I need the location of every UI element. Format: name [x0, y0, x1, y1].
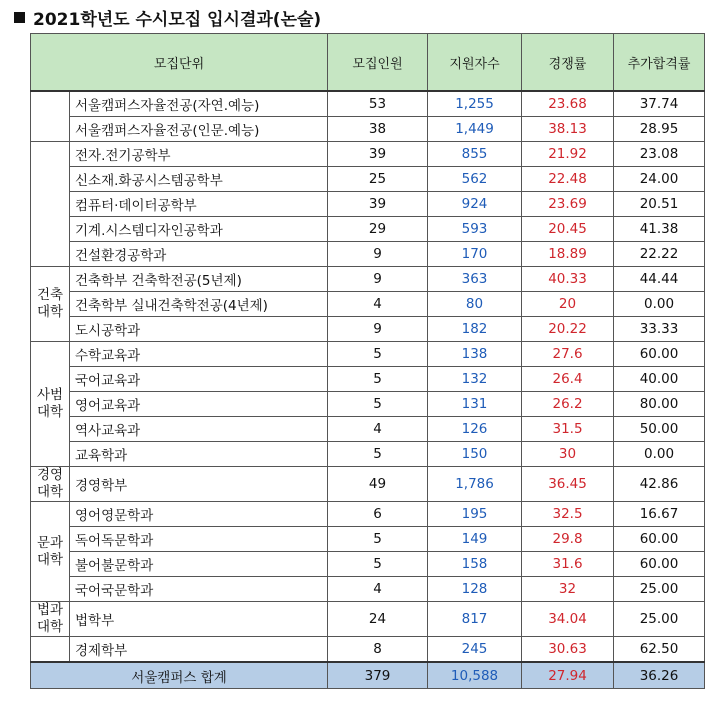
department-name: 수학교육과: [70, 342, 328, 367]
table-row: [31, 117, 705, 142]
extra-rate-cell: 0.00: [614, 442, 705, 467]
ratio-cell: 18.89: [522, 242, 614, 267]
header-extra: 추가합격률: [614, 34, 705, 92]
college-cell: 문과대학: [31, 502, 70, 602]
extra-rate-cell: 44.44: [614, 267, 705, 292]
ratio-cell: 36.45: [522, 467, 614, 502]
extra-rate-cell: 33.33: [614, 317, 705, 342]
extra-rate-cell: 22.22: [614, 242, 705, 267]
header-unit: 모집단위: [31, 34, 328, 92]
table-row: [31, 167, 705, 192]
department-name: 독어독문학과: [70, 527, 328, 552]
quota-cell: 5: [328, 342, 428, 367]
quota-cell: 5: [328, 392, 428, 417]
department-name: 건축학부 건축학전공(5년제): [70, 267, 328, 292]
total-row: [31, 662, 705, 689]
applicants-cell: 182: [428, 317, 522, 342]
applicants-cell: 150: [428, 442, 522, 467]
table-row: [31, 602, 705, 637]
table-row: [31, 577, 705, 602]
extra-rate-cell: 42.86: [614, 467, 705, 502]
department-name: 도시공학과: [70, 317, 328, 342]
ratio-cell: 26.4: [522, 367, 614, 392]
header-ratio: 경쟁률: [522, 34, 614, 92]
ratio-cell: 20.45: [522, 217, 614, 242]
ratio-cell: 32.5: [522, 502, 614, 527]
extra-rate-cell: 23.08: [614, 142, 705, 167]
applicants-cell: 170: [428, 242, 522, 267]
table-row: [31, 502, 705, 527]
applicants-cell: 855: [428, 142, 522, 167]
department-name: 국어교육과: [70, 367, 328, 392]
department-name: 전자.전기공학부: [70, 142, 328, 167]
header-quota: 모집인원: [328, 34, 428, 92]
extra-rate-cell: 16.67: [614, 502, 705, 527]
table-row: [31, 367, 705, 392]
applicants-cell: 126: [428, 417, 522, 442]
extra-rate-cell: 80.00: [614, 392, 705, 417]
department-name: 역사교육과: [70, 417, 328, 442]
applicants-cell: 80: [428, 292, 522, 317]
applicants-cell: 132: [428, 367, 522, 392]
total-label: 서울캠퍼스 합계: [31, 662, 328, 689]
department-name: 서울캠퍼스자율전공(인문.예능): [70, 117, 328, 142]
applicants-cell: 1,449: [428, 117, 522, 142]
table-body: [31, 91, 705, 662]
ratio-cell: 31.6: [522, 552, 614, 577]
college-cell: [31, 91, 70, 142]
applicants-cell: 1,255: [428, 91, 522, 117]
college-cell: 건축대학: [31, 267, 70, 342]
college-cell: 경영대학: [31, 467, 70, 502]
quota-cell: 6: [328, 502, 428, 527]
extra-rate-cell: 20.51: [614, 192, 705, 217]
quota-cell: 29: [328, 217, 428, 242]
table-row: [31, 552, 705, 577]
ratio-cell: 30: [522, 442, 614, 467]
ratio-cell: 26.2: [522, 392, 614, 417]
applicants-cell: 593: [428, 217, 522, 242]
page-title: [14, 4, 321, 30]
quota-cell: 24: [328, 602, 428, 637]
square-bullet-icon: [14, 12, 25, 23]
extra-rate-cell: 40.00: [614, 367, 705, 392]
applicants-cell: 924: [428, 192, 522, 217]
table-row: [31, 91, 705, 117]
quota-cell: 9: [328, 242, 428, 267]
table-row: [31, 242, 705, 267]
department-name: 컴퓨터·데이터공학부: [70, 192, 328, 217]
quota-cell: 9: [328, 267, 428, 292]
applicants-cell: 817: [428, 602, 522, 637]
applicants-cell: 195: [428, 502, 522, 527]
department-name: 기계.시스템디자인공학과: [70, 217, 328, 242]
applicants-cell: 138: [428, 342, 522, 367]
college-cell: [31, 637, 70, 663]
quota-cell: 5: [328, 367, 428, 392]
department-name: 국어국문학과: [70, 577, 328, 602]
applicants-cell: 128: [428, 577, 522, 602]
department-name: 건설환경공학과: [70, 242, 328, 267]
department-name: 법학부: [70, 602, 328, 637]
header-applicants: 지원자수: [428, 34, 522, 92]
table-row: [31, 442, 705, 467]
quota-cell: 5: [328, 552, 428, 577]
table-row: [31, 292, 705, 317]
table-row: [31, 267, 705, 292]
department-name: 서울캠퍼스자율전공(자연.예능): [70, 91, 328, 117]
department-name: 건축학부 실내건축학전공(4년제): [70, 292, 328, 317]
applicants-cell: 158: [428, 552, 522, 577]
quota-cell: 38: [328, 117, 428, 142]
quota-cell: 9: [328, 317, 428, 342]
ratio-cell: 32: [522, 577, 614, 602]
extra-rate-cell: 60.00: [614, 552, 705, 577]
college-cell: 사범대학: [31, 342, 70, 467]
table-row: [31, 142, 705, 167]
applicants-cell: 1,786: [428, 467, 522, 502]
ratio-cell: 22.48: [522, 167, 614, 192]
extra-rate-cell: 60.00: [614, 342, 705, 367]
extra-rate-cell: 37.74: [614, 91, 705, 117]
ratio-cell: 30.63: [522, 637, 614, 663]
quota-cell: 25: [328, 167, 428, 192]
table-row: [31, 637, 705, 663]
quota-cell: 4: [328, 417, 428, 442]
department-name: 영어교육과: [70, 392, 328, 417]
quota-cell: 4: [328, 577, 428, 602]
extra-rate-cell: 62.50: [614, 637, 705, 663]
table-row: [31, 417, 705, 442]
extra-rate-cell: 41.38: [614, 217, 705, 242]
title-text: 2021학년도 수시모집 입시결과(논술): [33, 9, 322, 30]
quota-cell: 39: [328, 192, 428, 217]
ratio-cell: 20: [522, 292, 614, 317]
table-row: [31, 527, 705, 552]
department-name: 영어영문학과: [70, 502, 328, 527]
ratio-cell: 34.04: [522, 602, 614, 637]
extra-rate-cell: 25.00: [614, 577, 705, 602]
ratio-cell: 29.8: [522, 527, 614, 552]
extra-rate-cell: 0.00: [614, 292, 705, 317]
table-row: [31, 317, 705, 342]
header-row: [31, 34, 705, 92]
quota-cell: 5: [328, 527, 428, 552]
quota-cell: 4: [328, 292, 428, 317]
ratio-cell: 27.6: [522, 342, 614, 367]
department-name: 경영학부: [70, 467, 328, 502]
department-name: 교육학과: [70, 442, 328, 467]
ratio-cell: 23.69: [522, 192, 614, 217]
extra-rate-cell: 60.00: [614, 527, 705, 552]
total-quota: 379: [328, 662, 428, 689]
ratio-cell: 23.68: [522, 91, 614, 117]
table-row: [31, 192, 705, 217]
total-extra: 36.26: [614, 662, 705, 689]
college-cell: 법과대학: [31, 602, 70, 637]
department-name: 경제학부: [70, 637, 328, 663]
table-row: [31, 467, 705, 502]
extra-rate-cell: 24.00: [614, 167, 705, 192]
quota-cell: 5: [328, 442, 428, 467]
quota-cell: 53: [328, 91, 428, 117]
total-applicants: 10,588: [428, 662, 522, 689]
results-table: [30, 33, 705, 689]
college-cell: [31, 142, 70, 267]
extra-rate-cell: 28.95: [614, 117, 705, 142]
ratio-cell: 31.5: [522, 417, 614, 442]
applicants-cell: 245: [428, 637, 522, 663]
quota-cell: 8: [328, 637, 428, 663]
extra-rate-cell: 50.00: [614, 417, 705, 442]
ratio-cell: 40.33: [522, 267, 614, 292]
ratio-cell: 20.22: [522, 317, 614, 342]
applicants-cell: 131: [428, 392, 522, 417]
applicants-cell: 363: [428, 267, 522, 292]
applicants-cell: 562: [428, 167, 522, 192]
extra-rate-cell: 25.00: [614, 602, 705, 637]
table-row: [31, 392, 705, 417]
ratio-cell: 21.92: [522, 142, 614, 167]
ratio-cell: 38.13: [522, 117, 614, 142]
department-name: 불어불문학과: [70, 552, 328, 577]
table-row: [31, 342, 705, 367]
department-name: 신소재.화공시스템공학부: [70, 167, 328, 192]
total-ratio: 27.94: [522, 662, 614, 689]
quota-cell: 49: [328, 467, 428, 502]
quota-cell: 39: [328, 142, 428, 167]
applicants-cell: 149: [428, 527, 522, 552]
table-row: [31, 217, 705, 242]
